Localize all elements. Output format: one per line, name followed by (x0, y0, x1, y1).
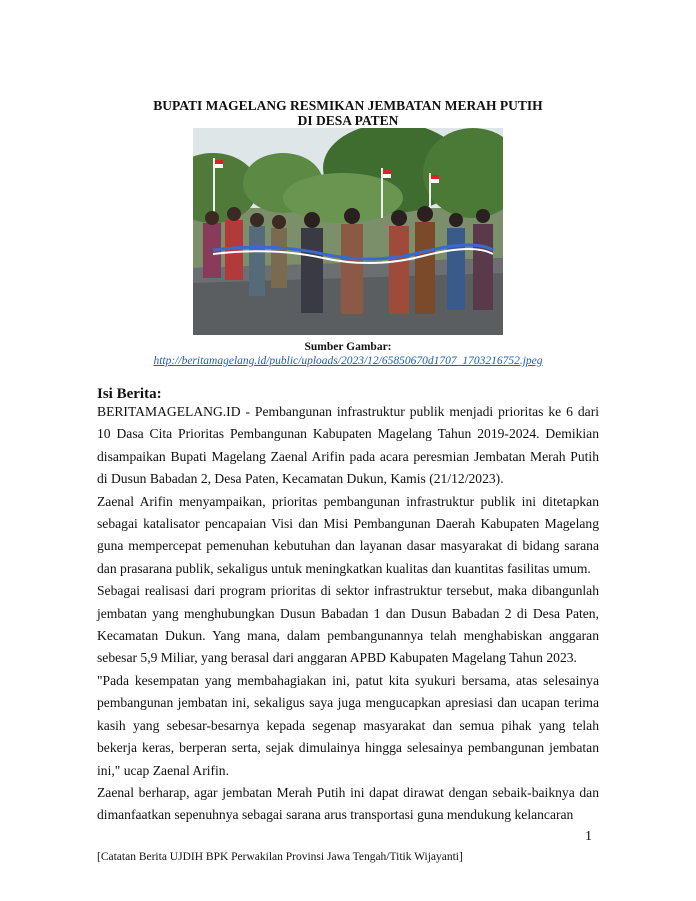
footer-note: [Catatan Berita UJDIH BPK Perwakilan Provinsi Jawa Tengah/Titik Wijayanti] (97, 851, 463, 863)
paragraph-5: Zaenal berharap, agar jembatan Merah Putih ini dapat dirawat dengan sebaik-baiknya dan dimanfaatkan sepenuhnya sebagai sarana arus transportasi guna mendukung kelancaran (97, 784, 599, 823)
paragraph-1: BERITAMAGELANG.ID - Pembangunan infrastruktur publik menjadi prioritas ke 6 dari 10 Dasa Cita Prioritas Pembangunan Kabupaten Magelang Tahun 2019-2024. Demikian disampaikan Bupati Magelang Zaenal Arifin pada acara peresmian Jembatan Merah Putih di Dusun Babadan 2, Desa Paten, Kecamatan Dukun, Kamis (21/12/2023). (97, 404, 599, 487)
paragraph-2: Zaenal Arifin menyampaikan, prioritas pembangunan infrastruktur publik ini ditetapkan sebagai katalisator pencapaian Visi dan Misi Pembangunan Daerah Kabupaten Magelang guna mempercepat pemenuhan kebutuhan dan layanan dasar masyarakat di bidang sarana dan prasarana publik, sekaligus untuk meningkatkan kualitas dan kuantitas fasilitas umum. (97, 493, 599, 576)
ribbon-cutting-photo (193, 128, 503, 335)
article-title-line-2: DI DESA PATEN (297, 113, 399, 128)
article-body (97, 401, 599, 827)
image-source-label: Sumber Gambar: (304, 341, 392, 353)
paragraph-4: "Pada kesempatan yang membahagiakan ini, patut kita syukuri bersama, atas selesainya pembangunan jembatan ini, sekaligus saya juga mengucapkan apresiasi dan ucapan terima kasih yang sebesar-besarnya kepada segenap masyarakat dan semua pihak yang telah bekerja keras, berperan serta, sejak dimulainya hingga selesainya pembangunan jembatan ini," ucap Zaenal Arifin. (97, 672, 599, 778)
page-number: 1 (585, 829, 592, 844)
article-title-line-1: BUPATI MAGELANG RESMIKAN JEMBATAN MERAH PUTIH (153, 98, 543, 113)
image-source-link[interactable]: http://beritamagelang.id/public/uploads/2023/12/65850670d1707_1703216752.jpeg (153, 355, 543, 367)
section-heading: Isi Berita: (97, 386, 162, 402)
paragraph-3: Sebagai realisasi dari program prioritas di sektor infrastruktur tersebut, maka dibangunlah jembatan yang menghubungkan Dusun Babadan 1 dan Dusun Babadan 2 di Desa Paten, Kecamatan Dukun. Yang mana, dalam pembangunannya telah menghabiskan anggaran sebesar 5,9 Miliar, yang berasal dari anggaran APBD Kabupaten Magelang Tahun 2023. (97, 583, 599, 666)
